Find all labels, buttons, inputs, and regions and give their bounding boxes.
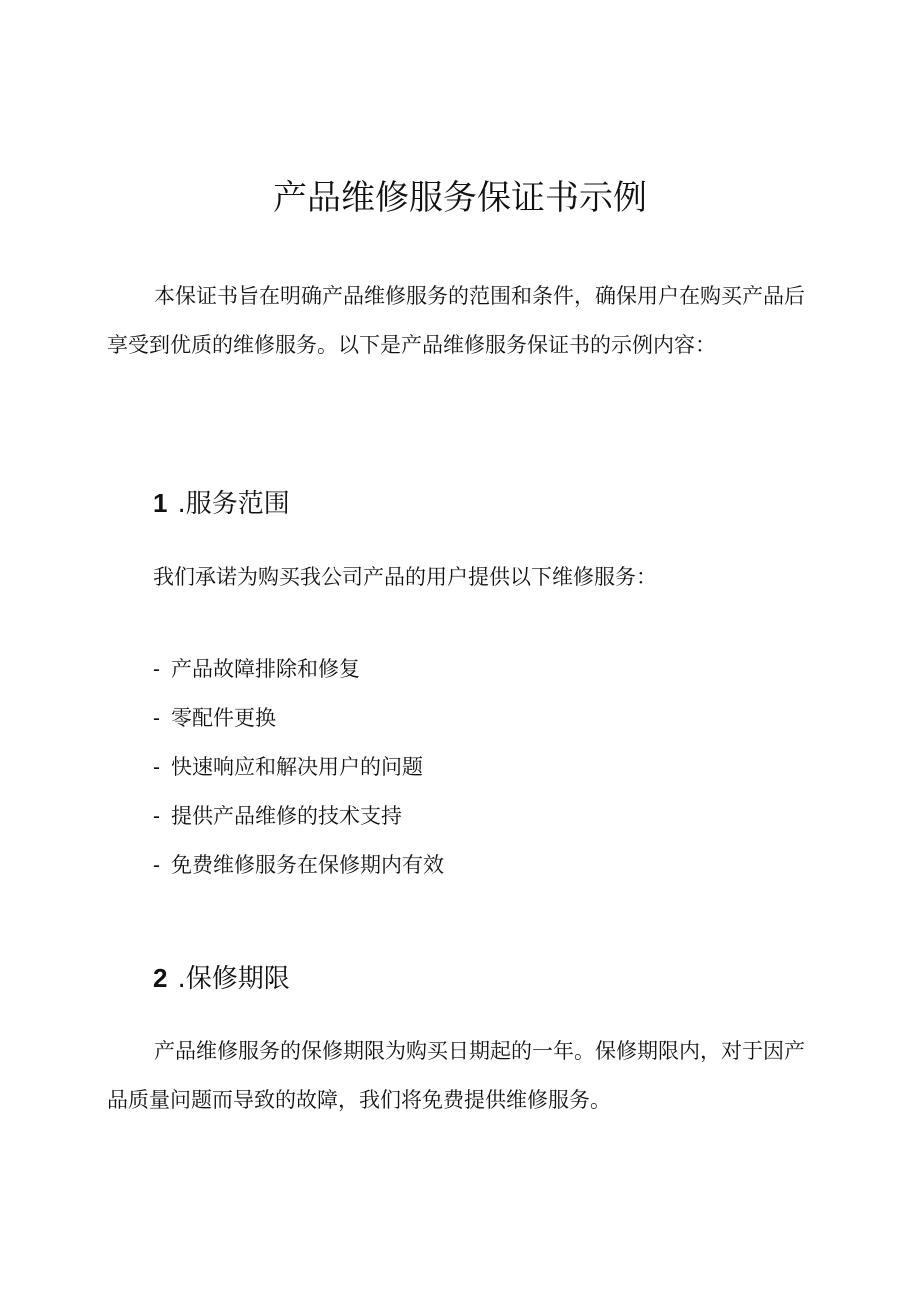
- list-item: [153, 801, 444, 850]
- list-item-text: 快速响应和解决用户的问题: [171, 755, 423, 779]
- section-1-number: 1: [153, 488, 168, 518]
- list-item-text: 提供产品维修的技术支持: [171, 804, 402, 828]
- bullet-dash: -: [153, 707, 160, 730]
- section-2-number: 2: [153, 963, 168, 993]
- section-1-title: .服务范围: [177, 489, 290, 519]
- section-1-lead: 我们承诺为购买我公司产品的用户提供以下维修服务：: [153, 565, 657, 589]
- section-2-title: .保修期限: [177, 964, 290, 994]
- bullet-dash: -: [153, 805, 160, 828]
- list-item-text: 产品故障排除和修复: [171, 657, 360, 681]
- bullet-dash: -: [153, 854, 160, 877]
- list-item-text: 免费维修服务在保修期内有效: [171, 853, 444, 877]
- intro-paragraph: 本保证书旨在明确产品维修服务的范围和条件，确保用户在购买产品后享受到优质的维修服务。以下是产品维修服务保证书的示例内容：: [107, 284, 805, 357]
- bullet-dash: -: [153, 756, 160, 779]
- section-2-heading: [153, 958, 290, 995]
- list-item: [153, 703, 444, 752]
- section-1-heading: [153, 483, 290, 520]
- service-list: [153, 654, 444, 899]
- list-item: [153, 752, 444, 801]
- list-item-text: 零配件更换: [171, 706, 276, 730]
- section-2-body: 产品维修服务的保修期限为购买日期起的一年。保修期限内，对于因产品质量问题而导致的故障，我们将免费提供维修服务。: [107, 1039, 805, 1112]
- list-item: [153, 850, 444, 899]
- document-title: 产品维修服务保证书示例: [273, 178, 647, 218]
- bullet-dash: -: [153, 658, 160, 681]
- list-item: [153, 654, 444, 703]
